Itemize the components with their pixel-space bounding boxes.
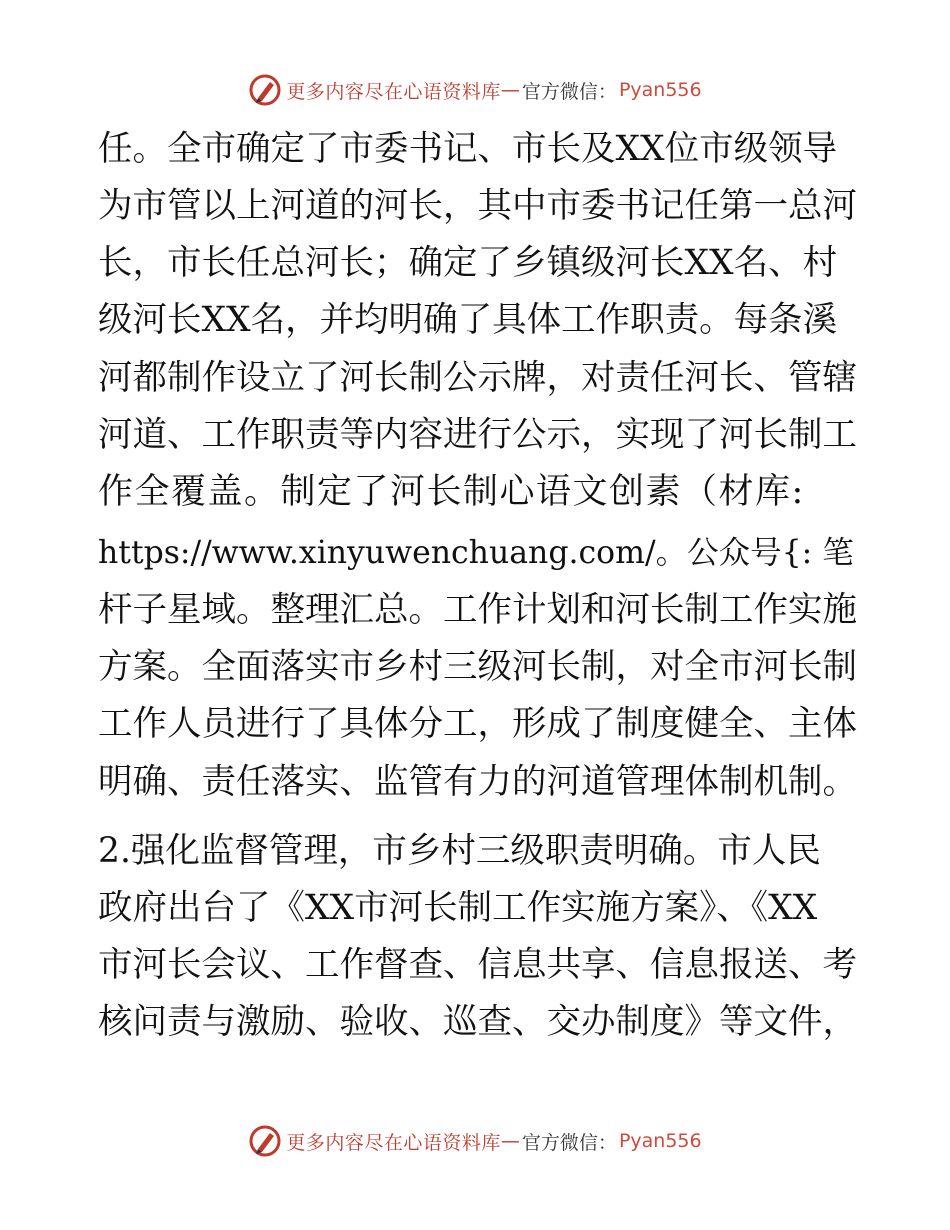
watermark-wechat-label: 官方微信：: [521, 1131, 617, 1154]
watermark-dash: —: [500, 79, 520, 101]
watermark-wechat-id: Pyan556: [618, 79, 702, 101]
footer-watermark: [0, 1121, 950, 1161]
paragraph-2-line-1: 2.强化监督管理，市乡村三级职责明确。市人民: [98, 831, 821, 871]
pen-in-circle-icon: [248, 73, 282, 107]
paragraph-1-line-4: 级河长XX名，并均明确了具体工作职责。每条溪: [98, 300, 838, 340]
paragraph-1-line-12: 明确、责任落实、监管有力的河道管理体制机制。: [98, 762, 857, 802]
watermark-wechat-id: Pyan556: [618, 1130, 702, 1152]
paragraph-2-line-2: 政府出台了《XX市河长制工作实施方案》、《XX: [98, 888, 818, 928]
pen-in-circle-icon: [248, 1124, 282, 1158]
watermark-main-text: 更多内容尽在心语资料库: [286, 1131, 501, 1154]
watermark-wechat-label: 官方微信：: [521, 80, 617, 103]
watermark-main-text: 更多内容尽在心语资料库: [286, 80, 501, 103]
paragraph-1-line-11: 工作人员进行了具体分工，形成了制度健全、主体: [98, 704, 857, 744]
paragraph-1-line-8: https://www.xinyuwenchuang.com/。公众号{: 笔: [98, 535, 854, 571]
paragraph-1-line-3: 长，市长任总河长；确定了乡镇级河长XX名、村: [98, 243, 838, 283]
paragraph-1-line-10: 方案。全面落实市乡村三级河长制，对全市河长制: [98, 647, 857, 687]
header-watermark: [0, 70, 950, 110]
paragraph-1-line-1: 任。全市确定了市委书记、市长及XX位市级领导: [98, 129, 838, 169]
paragraph-2-line-4: 核问责与激励、验收、巡查、交办制度》等文件，: [98, 1002, 857, 1042]
paragraph-1-line-5: 河都制作设立了河长制公示牌，对责任河长、管辖: [98, 358, 857, 398]
paragraph-1-line-9: 杆子星域。整理汇总。工作计划和河长制工作实施: [98, 590, 857, 630]
paragraph-1-line-2: 为市管以上河道的河长，其中市委书记任第一总河: [98, 186, 857, 226]
watermark-dash: —: [500, 1130, 520, 1152]
paragraph-1-line-7: 作全覆盖。制定了河长制心语文创素（材库:: [98, 472, 805, 512]
paragraph-1-line-6: 河道、工作职责等内容进行公示，实现了河长制工: [98, 415, 857, 455]
paragraph-2-line-3: 市河长会议、工作督查、信息共享、信息报送、考: [98, 945, 857, 985]
